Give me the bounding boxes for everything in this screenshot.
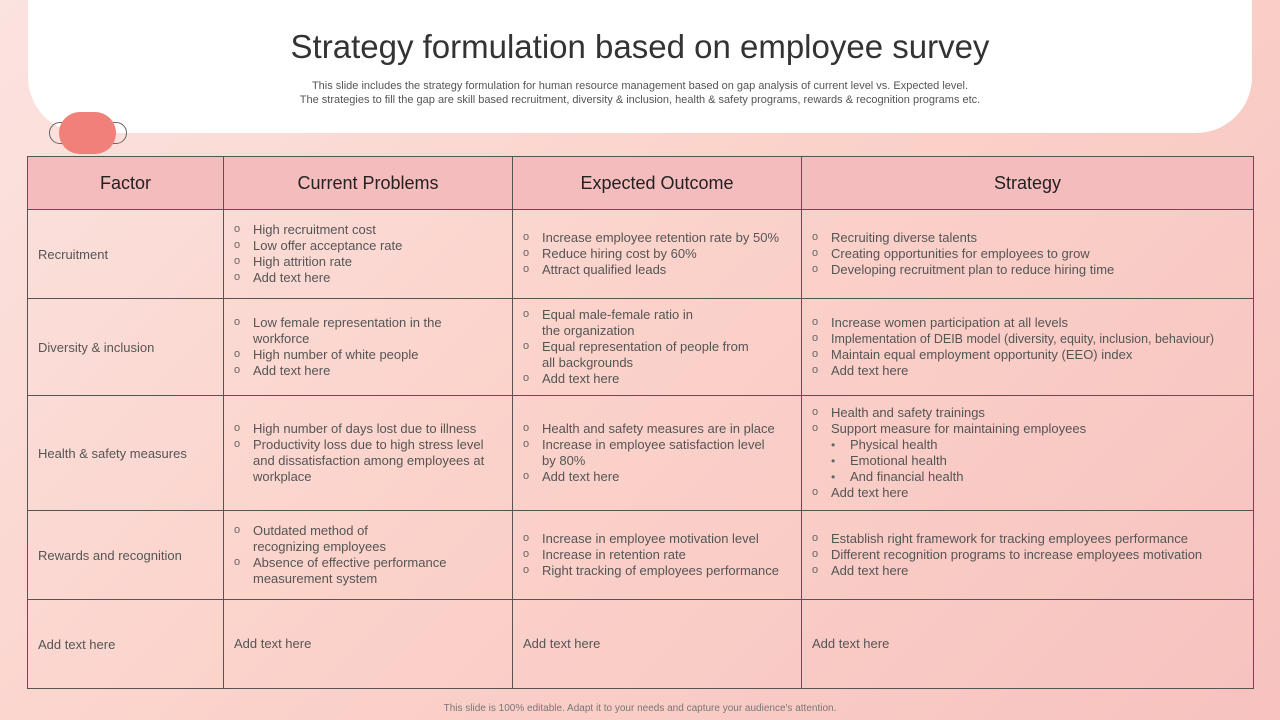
table-row [28,600,1254,689]
list-item: o Increase employee retention rate by 50% [523,230,793,246]
outcomes-cell [513,396,802,511]
list-item: o Add text here [523,371,763,387]
subtitle-line-2: The strategies to fill the gap are skill based recruitment, diversity & inclusion, health & safety programs, rewards & recognition programs etc. [299,94,981,106]
list-item: o Implementation of DEIB model (diversity, equity, inclusion, behaviour) [812,331,1245,347]
sub-list-item: • And financial health [831,469,1245,485]
list-item: o Low female representation in the workforce [234,315,444,347]
list-item: o Health and safety measures are in place [523,421,793,437]
outcomes-cell: Add text here [513,600,802,689]
list-item: o Low offer acceptance rate [234,238,504,254]
header-expected-outcome: Expected Outcome [513,157,802,210]
list-item: o High recruitment cost [234,222,504,238]
problems-cell: Add text here [224,600,513,689]
outcomes-cell [513,299,802,396]
list-item: o Productivity loss due to high stress level and dissatisfaction among employees at workplace [234,437,504,485]
strategy-cell [802,210,1254,299]
list-item: o Developing recruitment plan to reduce hiring time [812,262,1245,278]
list-item: o Add text here [812,485,1245,501]
problems-cell [224,396,513,511]
list-item: o High attrition rate [234,254,504,270]
list-item: o Reduce hiring cost by 60% [523,246,793,262]
strategy-cell [802,299,1254,396]
factor-cell: Recruitment [28,210,224,299]
list-item: o Add text here [812,363,1245,379]
list-item: o Establish right framework for tracking employees performance [812,531,1245,547]
list-item: o Support measure for maintaining employees [812,421,1245,437]
list-item: o Equal representation of people from all backgrounds [523,339,763,371]
list-item: o Increase in retention rate [523,547,793,563]
factor-cell: Add text here [28,600,224,689]
header-card [28,0,1252,133]
list-item: o Right tracking of employees performance [523,563,793,579]
subtitle-line-1: This slide includes the strategy formulation for human resource management based on gap analysis of current level vs. Expected level. [311,80,969,92]
list-item: o Different recognition programs to increase employees motivation [812,547,1245,563]
slide-title: Strategy formulation based on employee survey [290,28,990,65]
list-item: o Attract qualified leads [523,262,793,278]
list-item: o Increase in employee satisfaction level by 80% [523,437,793,469]
list-item: o High number of white people [234,347,444,363]
list-item: o Add text here [523,469,793,485]
problems-cell [224,299,513,396]
outcomes-cell [513,511,802,600]
list-item: o High number of days lost due to illness [234,421,504,437]
header-strategy: Strategy [802,157,1254,210]
list-item: o Increase women participation at all levels [812,315,1245,331]
decorative-pill-fill [59,112,116,154]
outcomes-cell [513,210,802,299]
problems-cell [224,511,513,600]
slide-footer: This slide is 100% editable. Adapt it to your needs and capture your audience's attention. [443,703,837,714]
strategy-cell: Add text here [802,600,1254,689]
table-row [28,511,1254,600]
list-item: o Absence of effective performance measurement system [234,555,474,587]
sub-list-item: • Physical health [831,437,1245,453]
factor-cell: Diversity & inclusion [28,299,224,396]
list-item: o Add text here [234,270,504,286]
list-item: o Outdated method of recognizing employees [234,523,474,555]
factor-cell: Rewards and recognition [28,511,224,600]
strategy-table [27,156,1254,689]
strategy-cell [802,396,1254,511]
problems-cell [224,210,513,299]
header-factor: Factor [28,157,224,210]
list-item: o Maintain equal employment opportunity (EEO) index [812,347,1245,363]
table-row [28,299,1254,396]
slide-subtitle [190,79,1090,107]
list-item: o Health and safety trainings [812,405,1245,421]
table-row [28,396,1254,511]
table-row [28,210,1254,299]
sub-list-item: • Emotional health [831,453,1245,469]
table-header-row [28,157,1254,210]
list-item: o Add text here [812,563,1245,579]
list-item: o Add text here [234,363,444,379]
strategy-cell [802,511,1254,600]
header-current-problems: Current Problems [224,157,513,210]
list-item: o Recruiting diverse talents [812,230,1245,246]
list-item: o Creating opportunities for employees to grow [812,246,1245,262]
factor-cell: Health & safety measures [28,396,224,511]
list-item: o Increase in employee motivation level [523,531,793,547]
list-item: o Equal male-female ratio in the organization [523,307,763,339]
